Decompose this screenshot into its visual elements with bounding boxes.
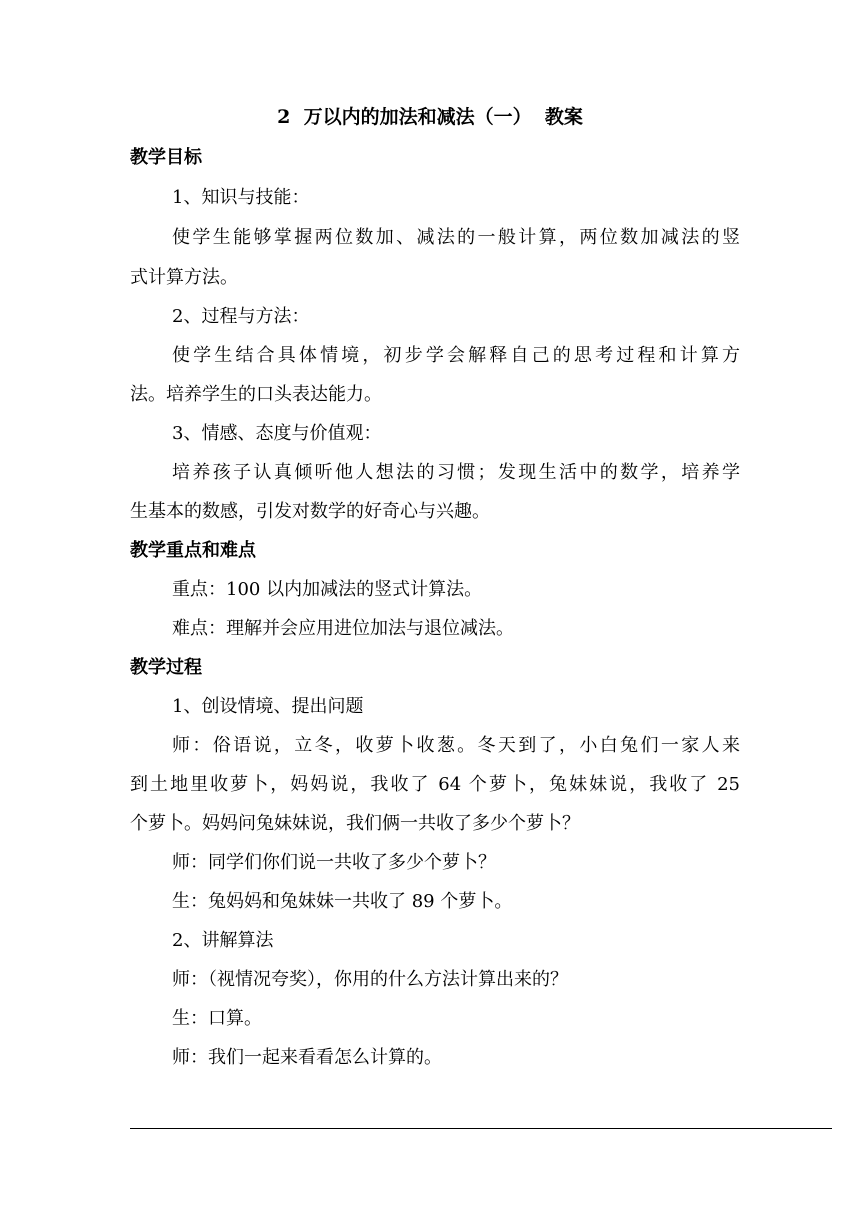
paragraph-line: 师：我们一起来看看怎么计算的。 <box>172 1047 442 1068</box>
section-heading-process: 教学过程 <box>130 657 202 678</box>
paragraph-line: 使学生能够掌握两位数加、减法的一般计算，两位数加减法的竖 <box>172 227 740 248</box>
paragraph-line: 生：兔妈妈和兔妹妹一共收了 89 个萝卜。 <box>172 891 513 912</box>
paragraph-line: 2、过程与方法： <box>172 306 310 327</box>
paragraph-line: 式计算方法。 <box>130 267 238 288</box>
paragraph-line: 师：（视情况夸奖），你用的什么方法计算出来的？ <box>172 969 568 990</box>
paragraph-line: 师：同学们你们说一共收了多少个萝卜？ <box>172 852 496 873</box>
paragraph-line: 到土地里收萝卜，妈妈说，我收了 64 个萝卜，兔妹妹说，我收了 25 <box>130 774 740 795</box>
paragraph-line: 生：口算。 <box>172 1008 262 1029</box>
paragraph-line: 1、知识与技能： <box>172 187 310 208</box>
paragraph-line: 2、讲解算法 <box>172 930 274 951</box>
section-heading-objectives: 教学目标 <box>130 147 202 168</box>
paragraph-line: 使学生结合具体情境，初步学会解释自己的思考过程和计算方 <box>172 345 740 366</box>
paragraph-line: 师：俗语说，立冬，收萝卜收葱。冬天到了，小白兔们一家人来 <box>172 735 740 756</box>
paragraph-line: 生基本的数感，引发对数学的好奇心与兴趣。 <box>130 501 490 522</box>
paragraph-line: 1、创设情境、提出问题 <box>172 696 364 717</box>
section-heading-keypoints: 教学重点和难点 <box>130 540 256 561</box>
paragraph-line: 重点：100 以内加减法的竖式计算法。 <box>172 579 483 600</box>
paragraph-line: 培养孩子认真倾听他人想法的习惯；发现生活中的数学，培养学 <box>172 462 740 483</box>
paragraph-line: 难点：理解并会应用进位加法与退位减法。 <box>172 618 514 639</box>
paragraph-line: 法。培养学生的口头表达能力。 <box>130 384 382 405</box>
document-title: 2 万以内的加法和减法（一） 教案 <box>277 106 583 128</box>
footer-rule <box>130 1128 832 1129</box>
paragraph-line: 个萝卜。妈妈问兔妹妹说，我们俩一共收了多少个萝卜？ <box>130 813 580 834</box>
paragraph-line: 3、情感、态度与价值观： <box>172 423 382 444</box>
